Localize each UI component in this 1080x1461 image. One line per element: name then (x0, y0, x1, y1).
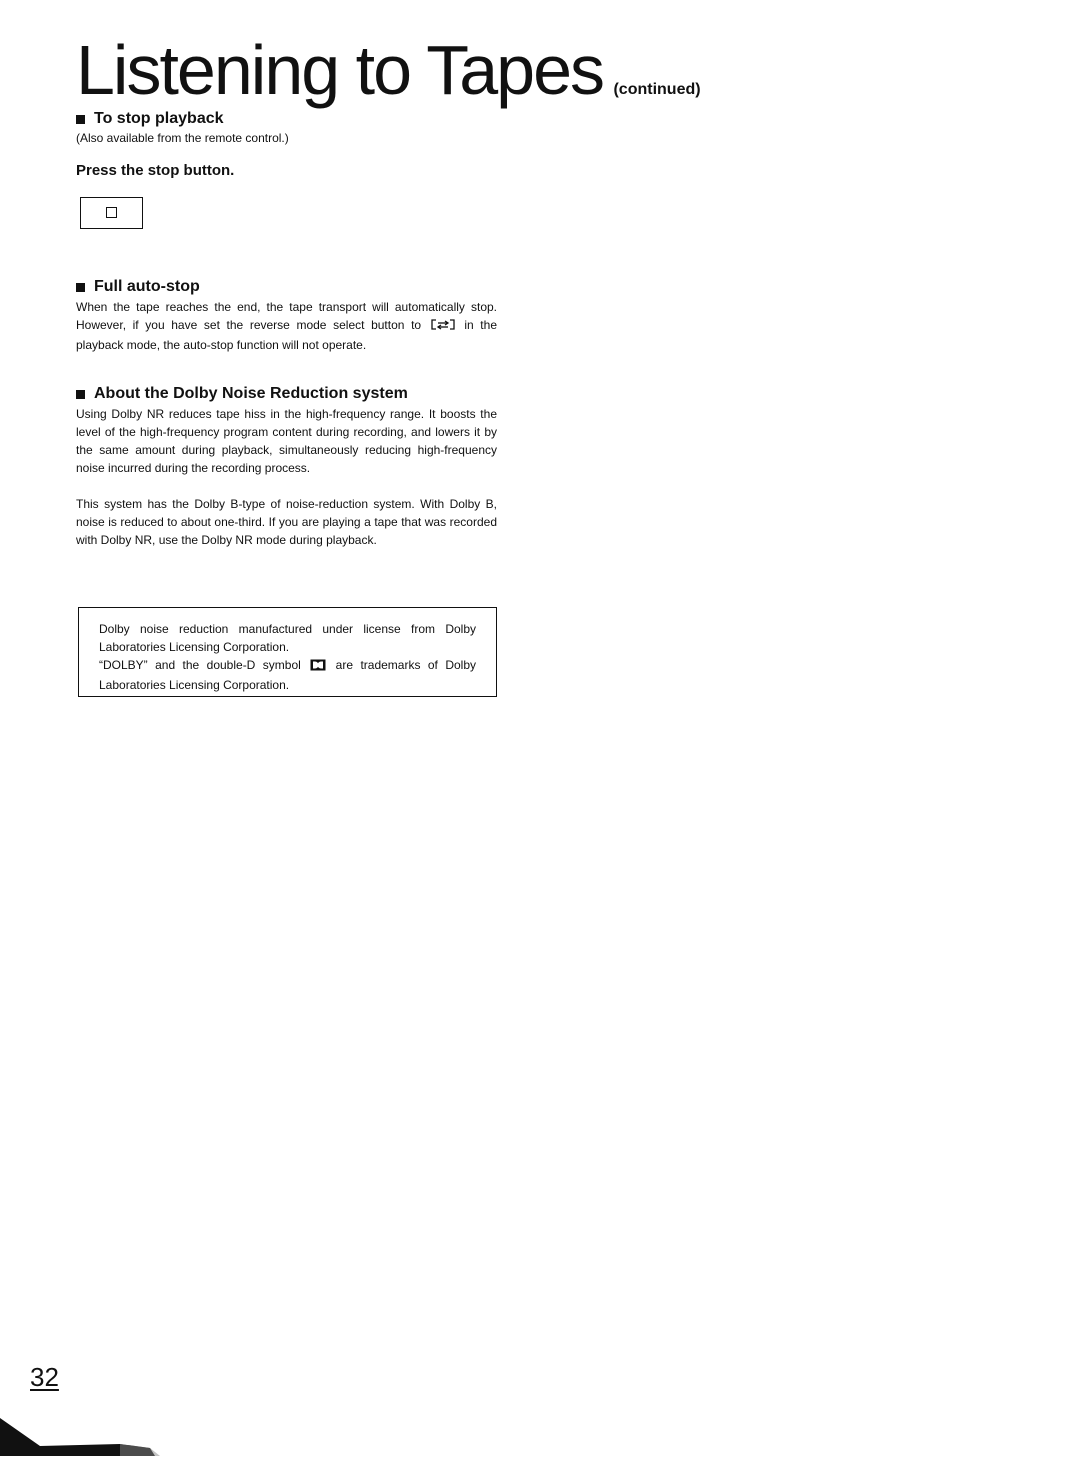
square-bullet-icon (76, 283, 85, 292)
stop-square-icon (106, 207, 117, 218)
page-title-main: Listening to Tapes (76, 31, 604, 109)
page-number: 32 (30, 1362, 59, 1392)
section-dolby (76, 385, 497, 549)
page-corner-mark (0, 1418, 160, 1461)
remote-note: (Also available from the remote control.) (76, 131, 289, 145)
heading-text: Full auto-stop (94, 278, 200, 295)
double-d-icon (310, 658, 326, 676)
page-title (76, 30, 701, 110)
license-line-1: Dolby noise reduction manufactured under license from Dolby Laboratories Licensing Corporation. (99, 622, 476, 654)
page-title-continued: (continued) (613, 81, 701, 98)
section-auto-stop (76, 278, 497, 354)
square-bullet-icon (76, 115, 85, 124)
auto-stop-text-before: When the tape reaches the end, the tape transport will automatically stop. However, if you have set the reverse mode select button to (76, 300, 497, 332)
dolby-paragraph-1: Using Dolby NR reduces tape hiss in the high-frequency range. It boosts the level of the high-frequency program content during recording, and lowers it by the same amount during playback, simultaneously reducing high-frequency noise incurred during the recording process. (76, 407, 497, 475)
dolby-paragraph-2: This system has the Dolby B-type of noise-reduction system. With Dolby B, noise is reduced to about one-third. If you are playing a tape that was recorded with Dolby NR, use the Dolby NR mode during playback. (76, 497, 497, 547)
section-heading (76, 385, 497, 403)
auto-stop-paragraph (76, 298, 497, 354)
license-text-before: “DOLBY” and the double-D symbol (99, 658, 301, 672)
auto-stop-text-after: in the playback mode, the auto-stop function will not operate. (76, 318, 497, 352)
heading-text: To stop playback (94, 110, 224, 127)
section-stop-playback (76, 110, 497, 179)
stop-button-illustration (80, 197, 143, 229)
continuous-reverse-icon (430, 318, 456, 336)
section-heading (76, 110, 497, 128)
license-line-2 (99, 656, 476, 694)
license-notice-box (78, 607, 497, 697)
section-heading (76, 278, 497, 296)
heading-text: About the Dolby Noise Reduction system (94, 385, 408, 402)
square-bullet-icon (76, 390, 85, 399)
license-text-after: are trademarks of Dolby Laboratories Licensing Corporation. (99, 658, 476, 692)
stop-instruction: Press the stop button. (76, 162, 235, 179)
